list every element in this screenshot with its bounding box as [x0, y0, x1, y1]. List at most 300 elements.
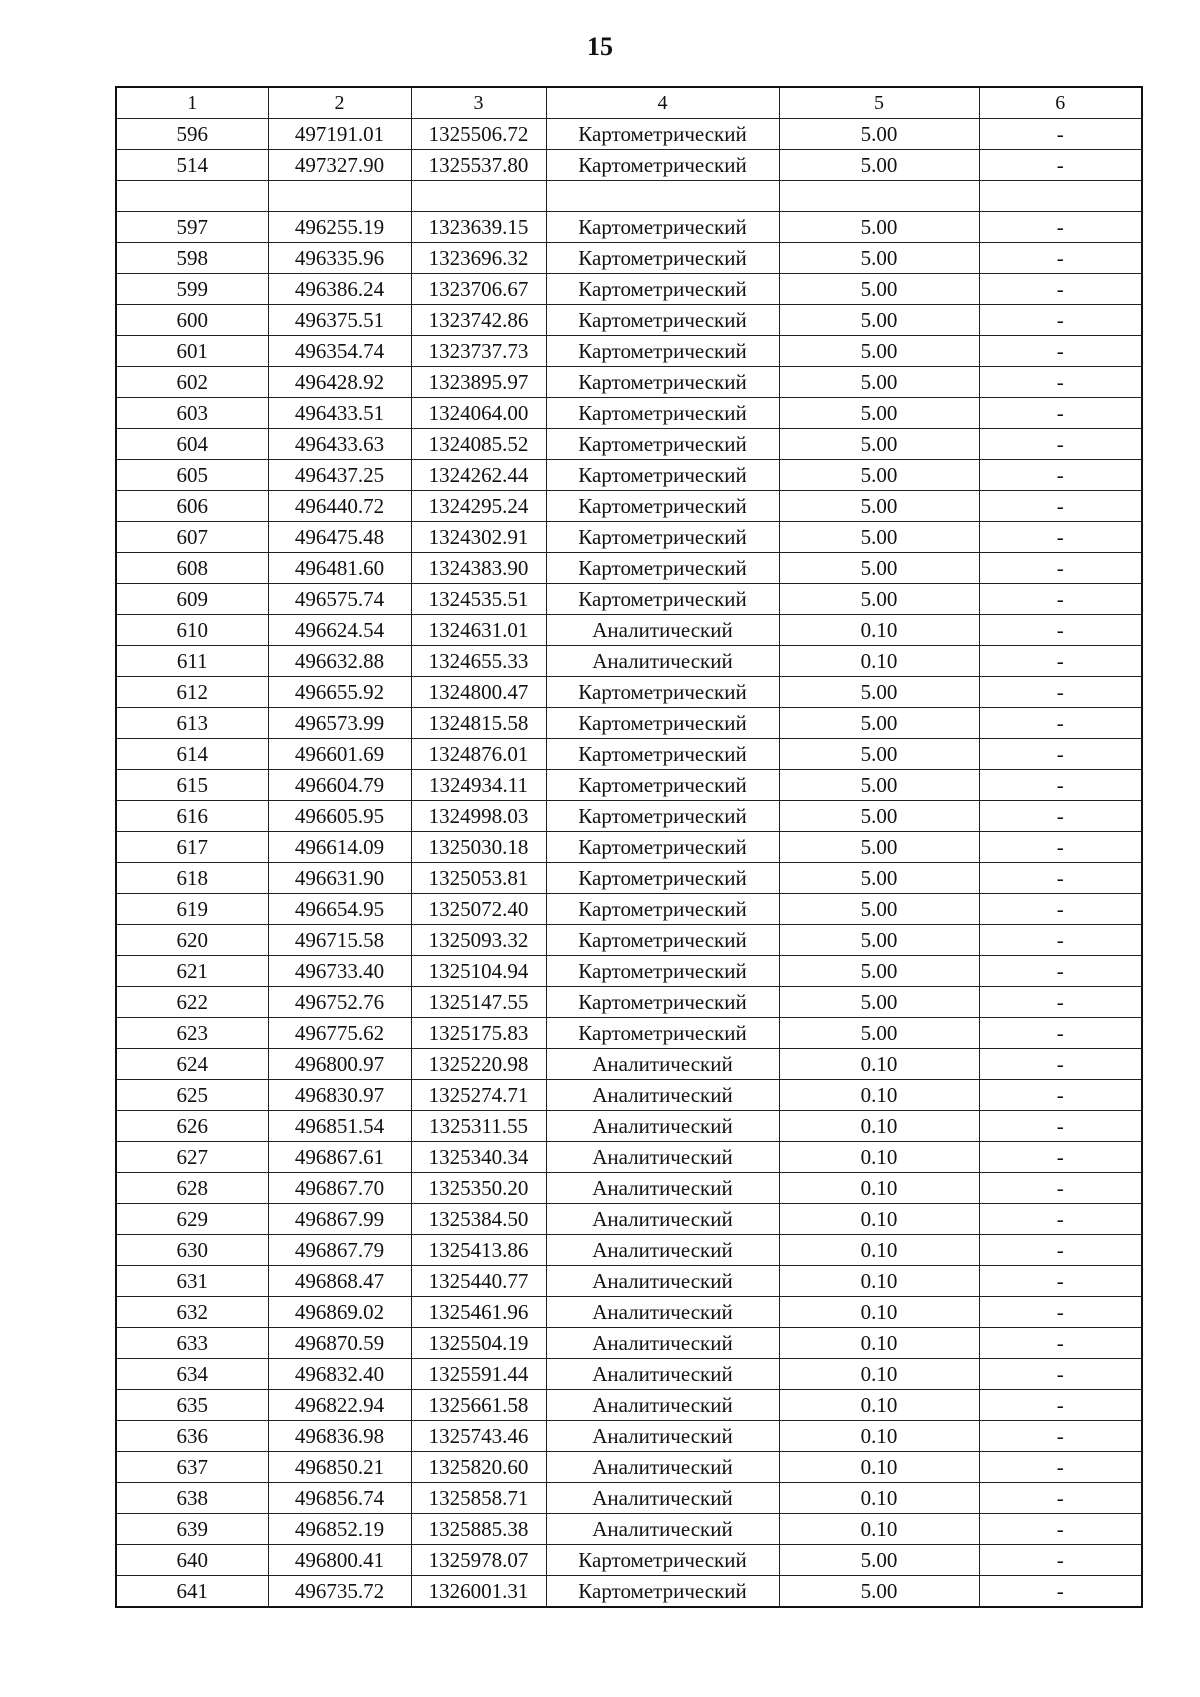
point-number-cell: 616 — [116, 801, 268, 832]
point-number-cell: 631 — [116, 1266, 268, 1297]
table-row — [116, 832, 1142, 863]
accuracy-cell: 5.00 — [779, 367, 979, 398]
note-cell: - — [979, 1235, 1142, 1266]
note-cell: - — [979, 1297, 1142, 1328]
x-coordinate-cell: 496335.96 — [268, 243, 411, 274]
x-coordinate-cell: 496604.79 — [268, 770, 411, 801]
point-number-cell: 623 — [116, 1018, 268, 1049]
x-coordinate-cell: 496433.63 — [268, 429, 411, 460]
point-number-cell: 619 — [116, 894, 268, 925]
note-cell: - — [979, 305, 1142, 336]
x-coordinate-cell: 496867.79 — [268, 1235, 411, 1266]
table-row — [116, 1297, 1142, 1328]
method-cell: Аналитический — [546, 1390, 779, 1421]
accuracy-cell: 0.10 — [779, 646, 979, 677]
note-cell: - — [979, 1421, 1142, 1452]
table-row — [116, 1390, 1142, 1421]
y-coordinate-cell: 1325311.55 — [411, 1111, 546, 1142]
note-cell: - — [979, 553, 1142, 584]
point-number-cell: 636 — [116, 1421, 268, 1452]
point-number-cell: 610 — [116, 615, 268, 646]
point-number-cell: 624 — [116, 1049, 268, 1080]
y-coordinate-cell: 1325413.86 — [411, 1235, 546, 1266]
accuracy-cell: 0.10 — [779, 1421, 979, 1452]
method-cell: Картометрический — [546, 119, 779, 150]
y-coordinate-cell: 1324085.52 — [411, 429, 546, 460]
point-number-cell: 625 — [116, 1080, 268, 1111]
method-cell: Картометрический — [546, 212, 779, 243]
table-row — [116, 770, 1142, 801]
method-cell: Аналитический — [546, 1173, 779, 1204]
method-cell: Картометрический — [546, 956, 779, 987]
accuracy-cell: 5.00 — [779, 863, 979, 894]
accuracy-cell: 5.00 — [779, 1018, 979, 1049]
method-cell: Аналитический — [546, 1142, 779, 1173]
note-cell: - — [979, 150, 1142, 181]
note-cell: - — [979, 522, 1142, 553]
method-cell: Картометрический — [546, 584, 779, 615]
y-coordinate-cell: 1324876.01 — [411, 739, 546, 770]
method-cell: Картометрический — [546, 1576, 779, 1608]
point-number-cell: 626 — [116, 1111, 268, 1142]
y-coordinate-cell: 1325340.34 — [411, 1142, 546, 1173]
point-number-cell: 598 — [116, 243, 268, 274]
note-cell: - — [979, 615, 1142, 646]
table-row — [116, 615, 1142, 646]
method-cell: Аналитический — [546, 1514, 779, 1545]
method-cell: Картометрический — [546, 150, 779, 181]
accuracy-cell: 0.10 — [779, 1142, 979, 1173]
y-coordinate-cell: 1325885.38 — [411, 1514, 546, 1545]
y-coordinate-cell: 1325743.46 — [411, 1421, 546, 1452]
accuracy-cell: 0.10 — [779, 615, 979, 646]
y-coordinate-cell: 1324815.58 — [411, 708, 546, 739]
x-coordinate-cell: 496601.69 — [268, 739, 411, 770]
method-cell: Аналитический — [546, 646, 779, 677]
note-cell: - — [979, 398, 1142, 429]
table-header — [116, 87, 1142, 119]
table-row — [116, 801, 1142, 832]
table-row — [116, 987, 1142, 1018]
table-row — [116, 181, 1142, 212]
accuracy-cell: 5.00 — [779, 739, 979, 770]
accuracy-cell: 0.10 — [779, 1452, 979, 1483]
note-cell: - — [979, 1576, 1142, 1608]
accuracy-cell: 5.00 — [779, 429, 979, 460]
y-coordinate-cell: 1323895.97 — [411, 367, 546, 398]
accuracy-cell: 0.10 — [779, 1235, 979, 1266]
y-coordinate-cell: 1324064.00 — [411, 398, 546, 429]
y-coordinate-cell: 1323639.15 — [411, 212, 546, 243]
table-row — [116, 1266, 1142, 1297]
point-number-cell: 602 — [116, 367, 268, 398]
point-number-cell: 620 — [116, 925, 268, 956]
x-coordinate-cell: 496850.21 — [268, 1452, 411, 1483]
y-coordinate-cell: 1325661.58 — [411, 1390, 546, 1421]
x-coordinate-cell: 496851.54 — [268, 1111, 411, 1142]
method-cell: Аналитический — [546, 1111, 779, 1142]
y-coordinate-cell: 1324262.44 — [411, 460, 546, 491]
accuracy-cell: 5.00 — [779, 274, 979, 305]
accuracy-cell: 5.00 — [779, 1576, 979, 1608]
table-row — [116, 1235, 1142, 1266]
accuracy-cell: 5.00 — [779, 925, 979, 956]
method-cell: Картометрический — [546, 863, 779, 894]
point-number-cell: 627 — [116, 1142, 268, 1173]
table-row — [116, 1080, 1142, 1111]
y-coordinate-cell: 1324800.47 — [411, 677, 546, 708]
table-row — [116, 956, 1142, 987]
method-cell: Картометрический — [546, 491, 779, 522]
y-coordinate-cell: 1323706.67 — [411, 274, 546, 305]
accuracy-cell: 0.10 — [779, 1049, 979, 1080]
point-number-cell: 635 — [116, 1390, 268, 1421]
point-number-cell: 634 — [116, 1359, 268, 1390]
note-cell: - — [979, 832, 1142, 863]
table-row — [116, 1328, 1142, 1359]
table-row — [116, 305, 1142, 336]
x-coordinate-cell: 497327.90 — [268, 150, 411, 181]
method-cell: Картометрический — [546, 243, 779, 274]
note-cell: - — [979, 1328, 1142, 1359]
note-cell: - — [979, 119, 1142, 150]
y-coordinate-cell: 1324383.90 — [411, 553, 546, 584]
accuracy-cell: 5.00 — [779, 553, 979, 584]
note-cell: - — [979, 646, 1142, 677]
note-cell: - — [979, 894, 1142, 925]
table-row — [116, 894, 1142, 925]
point-number-cell: 621 — [116, 956, 268, 987]
point-number-cell: 622 — [116, 987, 268, 1018]
method-cell: Картометрический — [546, 987, 779, 1018]
table-row — [116, 1483, 1142, 1514]
note-cell: - — [979, 336, 1142, 367]
note-cell: - — [979, 1080, 1142, 1111]
method-cell: Аналитический — [546, 1421, 779, 1452]
point-number-cell: 514 — [116, 150, 268, 181]
table-row — [116, 1359, 1142, 1390]
point-number-cell: 597 — [116, 212, 268, 243]
note-cell: - — [979, 460, 1142, 491]
point-number-cell: 632 — [116, 1297, 268, 1328]
x-coordinate-cell: 496822.94 — [268, 1390, 411, 1421]
point-number-cell: 609 — [116, 584, 268, 615]
table-row — [116, 1514, 1142, 1545]
note-cell: - — [979, 1173, 1142, 1204]
method-cell: Аналитический — [546, 1359, 779, 1390]
method-cell: Картометрический — [546, 522, 779, 553]
column-header-3: 3 — [411, 87, 546, 119]
accuracy-cell: 5.00 — [779, 398, 979, 429]
x-coordinate-cell: 496433.51 — [268, 398, 411, 429]
note-cell: - — [979, 1545, 1142, 1576]
table-row — [116, 212, 1142, 243]
point-number-cell: 629 — [116, 1204, 268, 1235]
table-row — [116, 739, 1142, 770]
accuracy-cell: 5.00 — [779, 336, 979, 367]
accuracy-cell: 0.10 — [779, 1297, 979, 1328]
y-coordinate-cell: 1325093.32 — [411, 925, 546, 956]
note-cell: - — [979, 739, 1142, 770]
note-cell: - — [979, 925, 1142, 956]
point-number-cell: 633 — [116, 1328, 268, 1359]
method-cell — [546, 181, 779, 212]
x-coordinate-cell: 496605.95 — [268, 801, 411, 832]
point-number-cell: 637 — [116, 1452, 268, 1483]
point-number-cell: 600 — [116, 305, 268, 336]
x-coordinate-cell: 496856.74 — [268, 1483, 411, 1514]
method-cell: Картометрический — [546, 677, 779, 708]
x-coordinate-cell: 496830.97 — [268, 1080, 411, 1111]
table-row — [116, 863, 1142, 894]
note-cell: - — [979, 429, 1142, 460]
y-coordinate-cell: 1323742.86 — [411, 305, 546, 336]
x-coordinate-cell: 496614.09 — [268, 832, 411, 863]
x-coordinate-cell: 496867.61 — [268, 1142, 411, 1173]
y-coordinate-cell: 1324535.51 — [411, 584, 546, 615]
table-row — [116, 274, 1142, 305]
accuracy-cell: 5.00 — [779, 894, 979, 925]
x-coordinate-cell: 496475.48 — [268, 522, 411, 553]
method-cell: Картометрический — [546, 367, 779, 398]
table-row — [116, 925, 1142, 956]
accuracy-cell: 0.10 — [779, 1328, 979, 1359]
point-number-cell: 640 — [116, 1545, 268, 1576]
x-coordinate-cell: 496800.41 — [268, 1545, 411, 1576]
note-cell: - — [979, 956, 1142, 987]
table-row — [116, 646, 1142, 677]
method-cell: Аналитический — [546, 1266, 779, 1297]
accuracy-cell: 5.00 — [779, 150, 979, 181]
y-coordinate-cell: 1325858.71 — [411, 1483, 546, 1514]
table-body — [116, 119, 1142, 1608]
note-cell: - — [979, 1452, 1142, 1483]
y-coordinate-cell: 1325820.60 — [411, 1452, 546, 1483]
accuracy-cell: 0.10 — [779, 1173, 979, 1204]
y-coordinate-cell — [411, 181, 546, 212]
point-number-cell: 612 — [116, 677, 268, 708]
y-coordinate-cell: 1324295.24 — [411, 491, 546, 522]
method-cell: Картометрический — [546, 460, 779, 491]
note-cell — [979, 181, 1142, 212]
point-number-cell: 599 — [116, 274, 268, 305]
method-cell: Картометрический — [546, 925, 779, 956]
method-cell: Аналитический — [546, 1452, 779, 1483]
note-cell: - — [979, 367, 1142, 398]
method-cell: Картометрический — [546, 708, 779, 739]
x-coordinate-cell: 496655.92 — [268, 677, 411, 708]
point-number-cell: 607 — [116, 522, 268, 553]
point-number-cell: 628 — [116, 1173, 268, 1204]
x-coordinate-cell: 496573.99 — [268, 708, 411, 739]
x-coordinate-cell: 496481.60 — [268, 553, 411, 584]
method-cell: Картометрический — [546, 832, 779, 863]
y-coordinate-cell: 1324655.33 — [411, 646, 546, 677]
method-cell: Аналитический — [546, 615, 779, 646]
method-cell: Аналитический — [546, 1328, 779, 1359]
table-row — [116, 1018, 1142, 1049]
y-coordinate-cell: 1325440.77 — [411, 1266, 546, 1297]
accuracy-cell: 5.00 — [779, 460, 979, 491]
method-cell: Аналитический — [546, 1204, 779, 1235]
y-coordinate-cell: 1325104.94 — [411, 956, 546, 987]
point-number-cell: 613 — [116, 708, 268, 739]
point-number-cell: 605 — [116, 460, 268, 491]
x-coordinate-cell: 496852.19 — [268, 1514, 411, 1545]
y-coordinate-cell: 1325147.55 — [411, 987, 546, 1018]
accuracy-cell: 5.00 — [779, 305, 979, 336]
table-row — [116, 1142, 1142, 1173]
note-cell: - — [979, 274, 1142, 305]
method-cell: Картометрический — [546, 739, 779, 770]
note-cell: - — [979, 1049, 1142, 1080]
accuracy-cell: 0.10 — [779, 1514, 979, 1545]
table-row — [116, 677, 1142, 708]
point-number-cell: 638 — [116, 1483, 268, 1514]
table-row — [116, 522, 1142, 553]
y-coordinate-cell: 1325591.44 — [411, 1359, 546, 1390]
accuracy-cell: 5.00 — [779, 584, 979, 615]
method-cell: Картометрический — [546, 429, 779, 460]
table-row — [116, 1452, 1142, 1483]
y-coordinate-cell: 1324934.11 — [411, 770, 546, 801]
table-row — [116, 367, 1142, 398]
x-coordinate-cell: 496775.62 — [268, 1018, 411, 1049]
column-header-6: 6 — [979, 87, 1142, 119]
y-coordinate-cell: 1325504.19 — [411, 1328, 546, 1359]
x-coordinate-cell: 496733.40 — [268, 956, 411, 987]
x-coordinate-cell: 496440.72 — [268, 491, 411, 522]
x-coordinate-cell: 496428.92 — [268, 367, 411, 398]
x-coordinate-cell: 496715.58 — [268, 925, 411, 956]
table-row — [116, 1173, 1142, 1204]
y-coordinate-cell: 1323737.73 — [411, 336, 546, 367]
method-cell: Картометрический — [546, 801, 779, 832]
x-coordinate-cell: 496354.74 — [268, 336, 411, 367]
x-coordinate-cell: 496868.47 — [268, 1266, 411, 1297]
point-number-cell: 611 — [116, 646, 268, 677]
method-cell: Аналитический — [546, 1483, 779, 1514]
x-coordinate-cell: 496632.88 — [268, 646, 411, 677]
accuracy-cell: 0.10 — [779, 1483, 979, 1514]
accuracy-cell: 5.00 — [779, 770, 979, 801]
note-cell: - — [979, 1483, 1142, 1514]
y-coordinate-cell: 1325072.40 — [411, 894, 546, 925]
x-coordinate-cell: 496870.59 — [268, 1328, 411, 1359]
x-coordinate-cell: 496869.02 — [268, 1297, 411, 1328]
table-row — [116, 1111, 1142, 1142]
accuracy-cell: 5.00 — [779, 801, 979, 832]
x-coordinate-cell: 496867.99 — [268, 1204, 411, 1235]
column-header-5: 5 — [779, 87, 979, 119]
point-number-cell: 617 — [116, 832, 268, 863]
point-number-cell — [116, 181, 268, 212]
table-row — [116, 460, 1142, 491]
point-number-cell: 604 — [116, 429, 268, 460]
accuracy-cell: 0.10 — [779, 1204, 979, 1235]
table-row — [116, 1204, 1142, 1235]
note-cell: - — [979, 491, 1142, 522]
x-coordinate-cell: 496575.74 — [268, 584, 411, 615]
method-cell: Картометрический — [546, 398, 779, 429]
accuracy-cell: 0.10 — [779, 1080, 979, 1111]
x-coordinate-cell: 496735.72 — [268, 1576, 411, 1608]
accuracy-cell: 5.00 — [779, 708, 979, 739]
y-coordinate-cell: 1325220.98 — [411, 1049, 546, 1080]
method-cell: Картометрический — [546, 274, 779, 305]
note-cell: - — [979, 801, 1142, 832]
method-cell: Аналитический — [546, 1080, 779, 1111]
note-cell: - — [979, 1514, 1142, 1545]
method-cell: Аналитический — [546, 1049, 779, 1080]
note-cell: - — [979, 677, 1142, 708]
y-coordinate-cell: 1325461.96 — [411, 1297, 546, 1328]
table-row — [116, 1545, 1142, 1576]
method-cell: Картометрический — [546, 1545, 779, 1576]
accuracy-cell: 5.00 — [779, 956, 979, 987]
accuracy-cell — [779, 181, 979, 212]
table-row — [116, 553, 1142, 584]
accuracy-cell: 0.10 — [779, 1359, 979, 1390]
note-cell: - — [979, 1390, 1142, 1421]
accuracy-cell: 5.00 — [779, 243, 979, 274]
accuracy-cell: 5.00 — [779, 119, 979, 150]
y-coordinate-cell: 1325350.20 — [411, 1173, 546, 1204]
note-cell: - — [979, 1142, 1142, 1173]
accuracy-cell: 5.00 — [779, 1545, 979, 1576]
y-coordinate-cell: 1324998.03 — [411, 801, 546, 832]
method-cell: Картометрический — [546, 336, 779, 367]
table-row — [116, 1576, 1142, 1608]
x-coordinate-cell: 496255.19 — [268, 212, 411, 243]
y-coordinate-cell: 1325175.83 — [411, 1018, 546, 1049]
accuracy-cell: 0.10 — [779, 1266, 979, 1297]
point-number-cell: 641 — [116, 1576, 268, 1608]
note-cell: - — [979, 212, 1142, 243]
note-cell: - — [979, 1111, 1142, 1142]
accuracy-cell: 0.10 — [779, 1111, 979, 1142]
accuracy-cell: 5.00 — [779, 491, 979, 522]
method-cell: Картометрический — [546, 770, 779, 801]
point-number-cell: 603 — [116, 398, 268, 429]
method-cell: Картометрический — [546, 553, 779, 584]
y-coordinate-cell: 1325506.72 — [411, 119, 546, 150]
point-number-cell: 639 — [116, 1514, 268, 1545]
note-cell: - — [979, 863, 1142, 894]
x-coordinate-cell: 496654.95 — [268, 894, 411, 925]
point-number-cell: 608 — [116, 553, 268, 584]
note-cell: - — [979, 987, 1142, 1018]
y-coordinate-cell: 1325978.07 — [411, 1545, 546, 1576]
table-row — [116, 398, 1142, 429]
x-coordinate-cell: 497191.01 — [268, 119, 411, 150]
column-header-4: 4 — [546, 87, 779, 119]
y-coordinate-cell: 1325384.50 — [411, 1204, 546, 1235]
table-row — [116, 1421, 1142, 1452]
note-cell: - — [979, 243, 1142, 274]
method-cell: Аналитический — [546, 1235, 779, 1266]
point-number-cell: 630 — [116, 1235, 268, 1266]
y-coordinate-cell: 1325053.81 — [411, 863, 546, 894]
table-row — [116, 708, 1142, 739]
y-coordinate-cell: 1326001.31 — [411, 1576, 546, 1608]
method-cell: Картометрический — [546, 305, 779, 336]
x-coordinate-cell: 496800.97 — [268, 1049, 411, 1080]
point-number-cell: 596 — [116, 119, 268, 150]
accuracy-cell: 5.00 — [779, 677, 979, 708]
point-number-cell: 614 — [116, 739, 268, 770]
x-coordinate-cell: 496386.24 — [268, 274, 411, 305]
